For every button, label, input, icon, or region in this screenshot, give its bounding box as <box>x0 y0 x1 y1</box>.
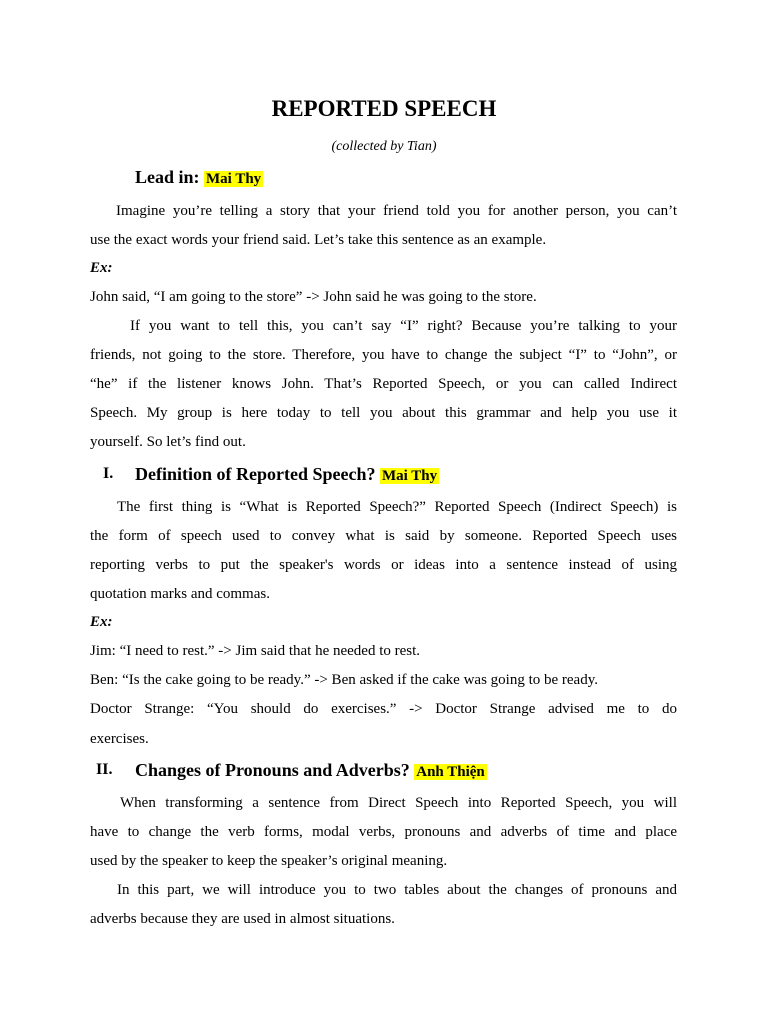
section-1-heading <box>135 462 439 488</box>
section-1-paragraph-line-2: the form of speech used to convey what is said by someone. Reported Speech uses <box>90 528 677 544</box>
section-1-paragraph-line-4: quotation marks and commas. <box>90 586 270 602</box>
document-subtitle: (collected by Tian) <box>331 139 437 154</box>
lead-in-paragraph-2-line-5: yourself. So let’s find out. <box>90 434 246 450</box>
section-2-heading <box>135 758 487 784</box>
section-2-paragraph-1-line-2: have to change the verb forms, modal verbs, pronouns and adverbs of time and place <box>90 824 677 840</box>
lead-in-paragraph-2-line-1: If you want to tell this, you can’t say “I” right? Because you’re talking to your <box>130 318 677 334</box>
document-title: REPORTED SPEECH <box>271 96 497 121</box>
section-2-paragraph-2-line-2: adverbs because they are used in almost situations. <box>90 911 395 927</box>
section-1-heading-text: Definition of Reported Speech? <box>135 464 376 484</box>
section-1-author-highlight: Mai Thy <box>381 468 438 484</box>
section-1-paragraph-line-1: The first thing is “What is Reported Speech?” Reported Speech (Indirect Speech) is <box>117 499 677 515</box>
section-1-example-2: Ben: “Is the cake going to be ready.” -> Ben asked if the cake was going to be ready. <box>90 672 598 688</box>
section-1-example-label: Ex: <box>90 614 113 630</box>
section-1-example-3-line-1: Doctor Strange: “You should do exercises.” -> Doctor Strange advised me to do <box>90 701 677 717</box>
lead-in-paragraph-2-line-3: “he” if the listener knows John. That’s Reported Speech, or you can called Indirect <box>90 376 677 392</box>
lead-in-paragraph-1-line-1: Imagine you’re telling a story that your friend told you for another person, you can’t <box>116 203 677 219</box>
section-2-paragraph-1-line-1: When transforming a sentence from Direct Speech into Reported Speech, you will <box>120 795 677 811</box>
section-1-number: I. <box>103 465 114 482</box>
section-2-number: II. <box>96 761 113 778</box>
section-1-example-3-line-2: exercises. <box>90 731 149 747</box>
section-2-heading-text: Changes of Pronouns and Adverbs? <box>135 760 410 780</box>
lead-in-example-1: John said, “I am going to the store” -> John said he was going to the store. <box>90 289 537 305</box>
lead-in-heading-text: Lead in: <box>135 167 200 187</box>
section-1-paragraph-line-3: reporting verbs to put the speaker's words or ideas into a sentence instead of using <box>90 557 677 573</box>
lead-in-paragraph-2-line-4: Speech. My group is here today to tell you about this grammar and help you use it <box>90 405 677 421</box>
section-2-paragraph-1-line-3: used by the speaker to keep the speaker’s original meaning. <box>90 853 448 869</box>
lead-in-example-label: Ex: <box>90 260 113 276</box>
section-1-example-1: Jim: “I need to rest.” -> Jim said that he needed to rest. <box>90 643 421 659</box>
section-2-author-highlight: Anh Thiện <box>416 764 485 780</box>
section-2-paragraph-2-line-1: In this part, we will introduce you to two tables about the changes of pronouns and <box>117 882 677 898</box>
lead-in-author-highlight: Mai Thy <box>206 171 262 187</box>
lead-in-paragraph-2-line-2: friends, not going to the store. Therefore, you have to change the subject “I” to “John”, or <box>90 347 677 363</box>
lead-in-heading <box>135 165 263 191</box>
lead-in-paragraph-1-line-2: use the exact words your friend said. Let’s take this sentence as an example. <box>90 232 547 248</box>
